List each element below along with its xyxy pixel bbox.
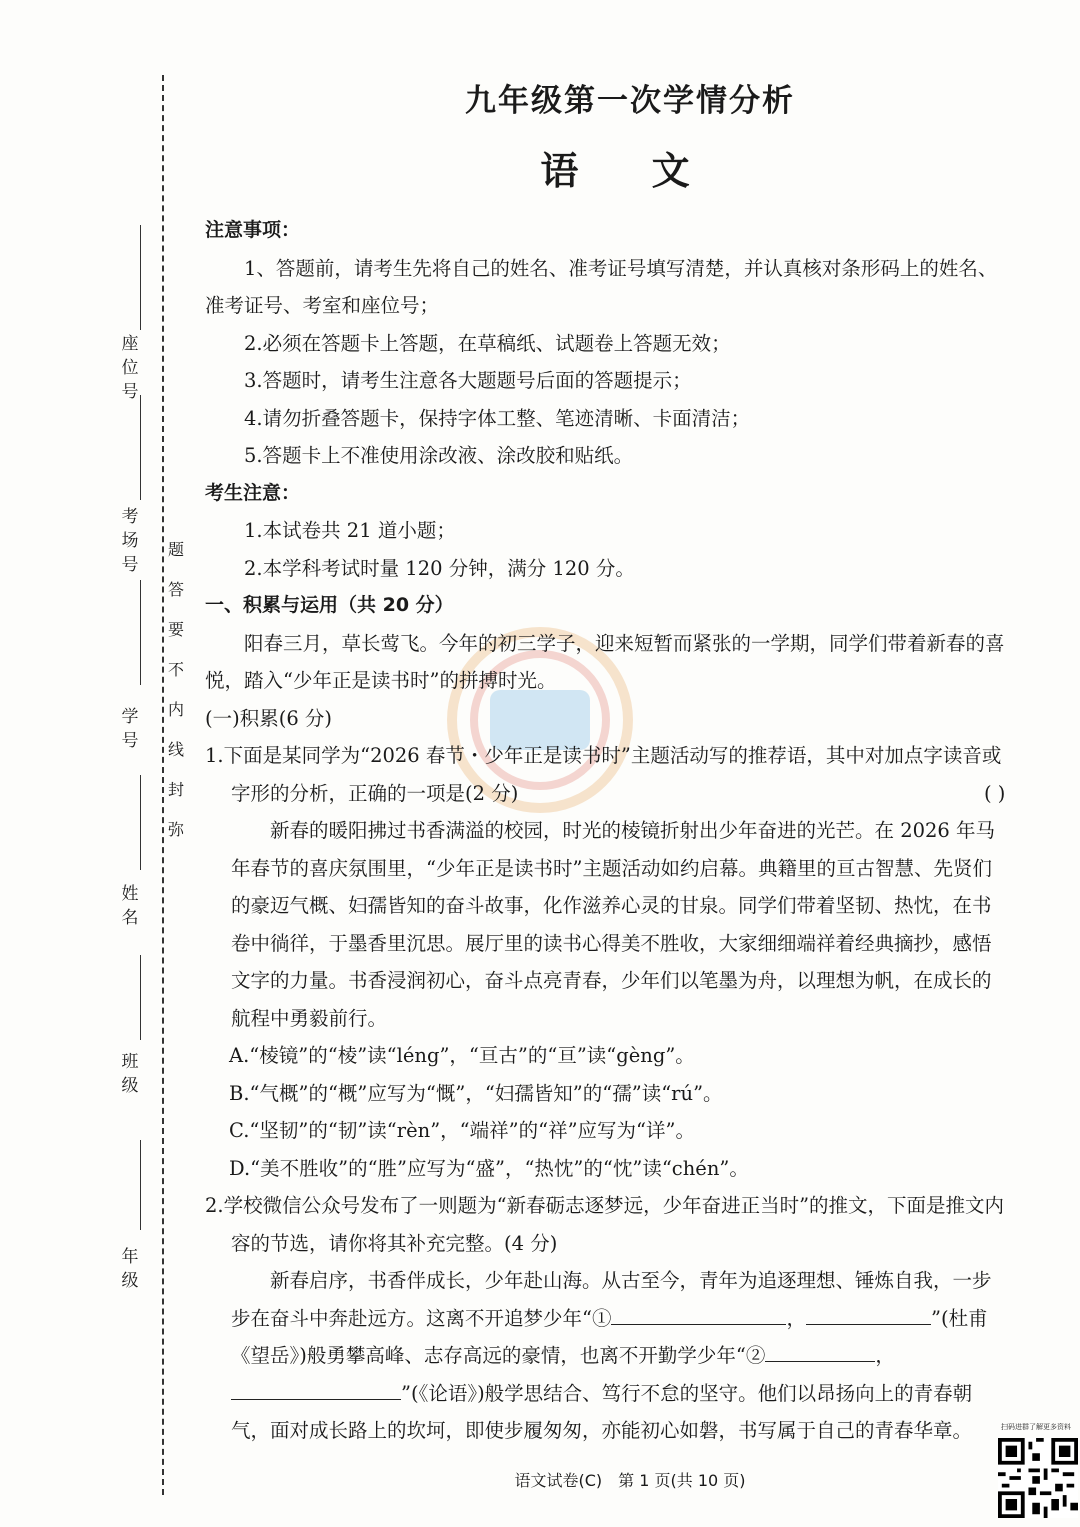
exam-room-label: 考场号 [121,507,139,575]
class-label: 班 级 [121,1052,139,1096]
seat-number-label: 座位号 [121,334,139,402]
notice-item: 2.必须在答题卡上答题，在草稿纸、试题卷上答题无效； [244,331,731,355]
option-c: C.“坚韧”的“韧”读“rèn”，“端祥”的“祥”应写为“详”。 [229,1119,695,1142]
seat-number-line [140,225,141,330]
class-line [140,955,141,1040]
option-a: A.“棱镜”的“棱”读“léng”，“亘古”的“亘”读“gèng”。 [229,1044,695,1067]
question-1-stem: 1.下面是某同学为“2026 春节・少年正是读书时”主题活动写的推荐语，其中对加点字读音或字形的分析，正确的一项是(2 分) ( ) [205,744,1006,805]
fill-blank-2a[interactable] [765,1339,875,1362]
page-footer: 语文试卷(C) 第 1 页(共 10 页) [514,1471,746,1490]
section-heading: 一、积累与运用（共 20 分） [205,594,454,616]
sub-heading: (一)积累(6 分) [205,706,333,730]
fill-blank-1a[interactable] [611,1302,786,1325]
option-b: B.“气概”的“概”应写为“慨”，“妇孺皆知”的“孺”读“rú”。 [229,1081,723,1105]
qr-code-icon [998,1438,1078,1518]
qr-caption: 扫码进群了解更多资料 [1001,1423,1071,1431]
binding-dashed-line [162,75,164,1495]
question-1-passage: 新春的暖阳拂过书香满溢的校园，时光的棱镜折射出少年奋进的光芒。在 2026 年马年春节的喜庆氛围里，“少年正是读书时”主题活动如约启幕。典籍里的亘古智慧、先贤们的豪迈气概、妇孺皆知的奋斗故事，化作滋养心灵的甘泉。同学们带着坚韧、热忱，在书卷中徜徉，于墨香里沉思。展厅里的读书心得美不胜收，大家细细端祥着经典摘抄，感悟文字的力量。书香浸润初心，奋斗点亮青春，少年们以笔墨为舟，以理想为帆，在成长的航程中勇毅前行。 [231,819,996,1030]
seal-text: 题 答 要 不 内 线 封 弥 [167,540,184,839]
candidate-notice-heading: 考生注意： [205,481,301,504]
option-d: D.“美不胜收”的“胜”应写为“盛”，“热忱”的“忱”读“chén”。 [229,1156,749,1180]
student-id-label: 学 号 [121,707,139,751]
question-2-passage: 新春启序，书香伴成长，少年赴山海。从古至今，青年为追逐理想、锤炼自我，一步步在奋斗中奔赴远方。这离不开追梦少年“① ， ”(杜甫《望岳》)般勇攀高峰、志存高远的豪情，也离不开勤学少年“② ，”(《论语》)般学思结合、笃行不怠的坚守。他们以昂扬向上的青春朝气，面对成长路上的坎坷，即使步履匆匆，亦能初心如磐，书写属于自己的青春华章。 [231,1269,992,1442]
exam-content [205,212,1010,1450]
fill-blank-1b[interactable] [806,1302,931,1325]
name-line [140,775,141,870]
grade-line [140,1140,141,1230]
student-id-line [140,580,141,685]
section-intro: 阳春三月，草长莺飞。今年的初三学子，迎来短暂而紧张的一学期，同学们带着新春的喜悦，踏入“少年正是读书时”的拼搏时光。 [205,631,1005,692]
exam-title: 九年级第一次学情分析 [465,83,795,119]
grade-label: 年 级 [121,1247,139,1291]
exam-room-line [140,395,141,500]
notice-item: 4.请勿折叠答题卡，保持字体工整、笔迹清晰、卡面清洁； [244,406,751,430]
notice-heading: 注意事项： [205,219,301,241]
question-2-stem: 2.学校微信公众号发布了一则题为“新春砺志逐梦远，少年奋进正当时”的推文，下面是推文内容的节选，请你将其补充完整。(4 分) [205,1194,1005,1255]
subject-title: 语 文 [540,148,720,193]
name-label: 姓 名 [121,884,139,928]
candidate-notice-item: 1.本试卷共 21 道小题； [244,519,456,542]
notice-item: 1、答题前，请考生先将自己的姓名、准考证号填写清楚，并认真核对条形码上的姓名、准考证号、考室和座位号； [205,256,998,317]
candidate-notice-item: 2.本学科考试时量 120 分钟，满分 120 分。 [244,556,635,580]
notice-item: 5.答题卡上不准使用涂改液、涂改胶和贴纸。 [244,444,634,467]
notice-item: 3.答题时，请考生注意各大题题号后面的答题提示； [244,369,692,392]
fill-blank-2b[interactable] [231,1377,401,1400]
